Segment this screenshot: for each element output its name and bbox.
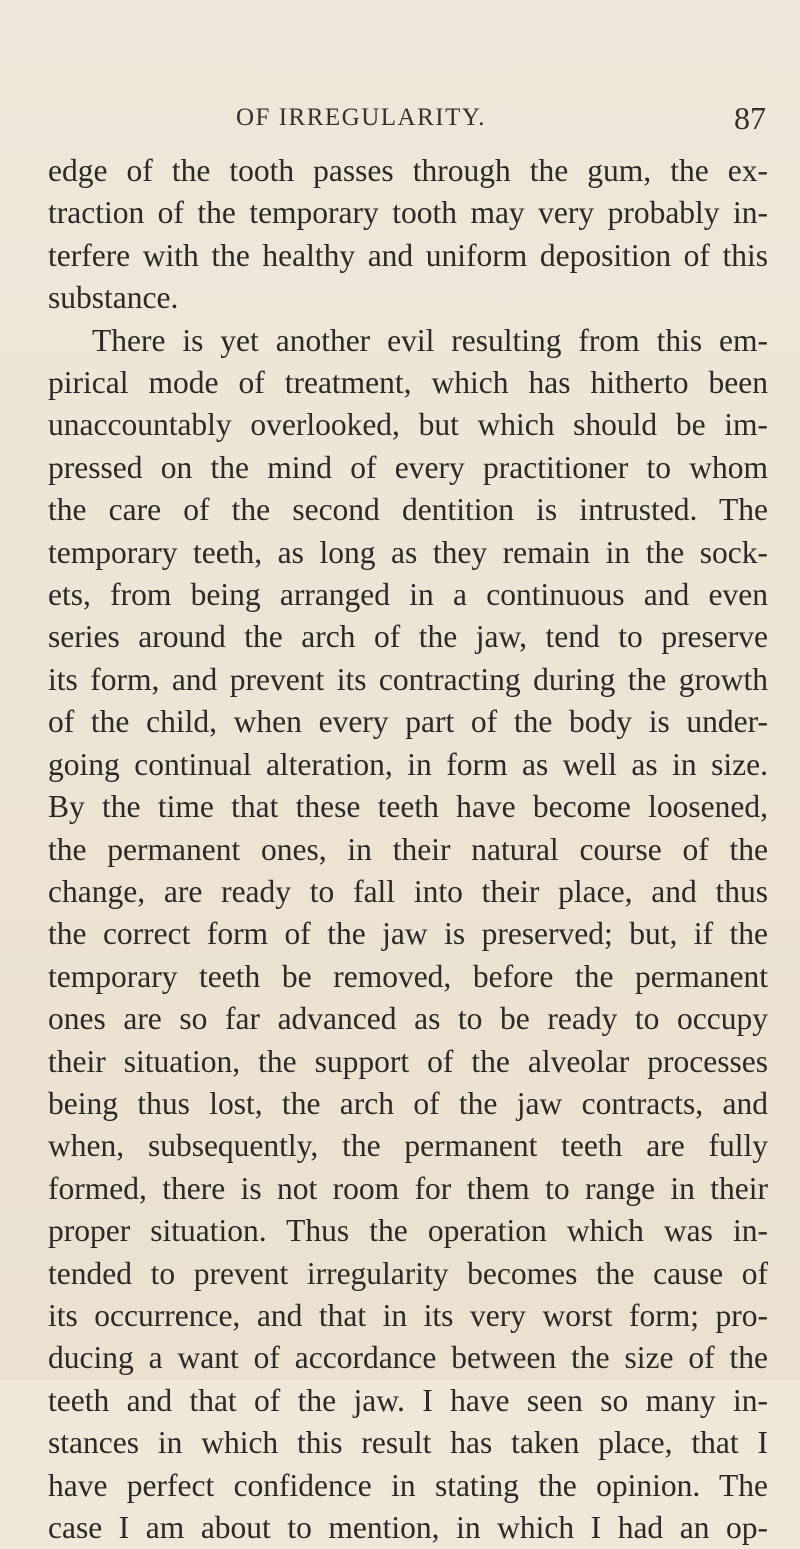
text-line: the care of the second dentition is intrusted. The [48,492,768,528]
text-line: series around the arch of the jaw, tend to preserve [48,619,768,655]
text-line: unaccountably overlooked, but which should be im- [48,407,768,443]
page-number: 87 [734,100,766,136]
text-line: edge of the tooth passes through the gum, the ex- [48,153,768,188]
text-line: ones are so far advanced as to be ready to occupy [48,1001,768,1037]
text-line: change, are ready to fall into their place, and thus [48,873,768,909]
text-line: temporary teeth, as long as they remain in the sock- [48,534,768,570]
text-line: its occurrence, and that in its very worst form; pro- [48,1297,768,1333]
text-line: ducing a want of accordance between the size of the [48,1340,768,1376]
text-line: when, subsequently, the permanent teeth are fully [48,1128,768,1164]
running-title: OF IRREGULARITY. [236,104,486,131]
text-line: pirical mode of treatment, which has hitherto been [48,365,768,401]
text-line: being thus lost, the arch of the jaw contracts, and [48,1085,768,1121]
text-line: the permanent ones, in their natural course of the [48,831,768,867]
text-line: its form, and prevent its contracting during the growth [48,661,768,697]
text-line: By the time that these teeth have become loosened, [48,789,768,825]
text-line: tended to prevent irregularity becomes the cause of [48,1255,768,1291]
text-line: pressed on the mind of every practitioner to whom [48,449,768,485]
text-line: stances in which this result has taken place, that I [48,1425,768,1461]
text-line: going continual alteration, in form as well as in size. [48,746,768,782]
text-line: ets, from being arranged in a continuous and even [48,577,768,613]
text-line: traction of the temporary tooth may very probably in- [48,195,768,231]
text-line: their situation, the support of the alveolar processes [48,1043,768,1079]
body-text [48,150,768,1549]
text-line: teeth and that of the jaw. I have seen so many in- [48,1382,768,1418]
text-line: have perfect confidence in stating the opinion. The [48,1467,768,1503]
text-line: the correct form of the jaw is preserved; but, if the [48,916,768,952]
text-line: proper situation. Thus the operation which was in- [48,1213,768,1249]
text-line: terfere with the healthy and uniform deposition of this [48,237,768,273]
text-line: temporary teeth be removed, before the permanent [48,958,768,994]
text-line: of the child, when every part of the body is under- [48,704,768,740]
text-line: formed, there is not room for them to range in their [48,1170,768,1206]
text-line: There is yet another evil resulting from this em- [92,322,768,358]
text-line: substance. [48,280,179,316]
text-line: case I am about to mention, in which I had an op- [48,1510,768,1545]
